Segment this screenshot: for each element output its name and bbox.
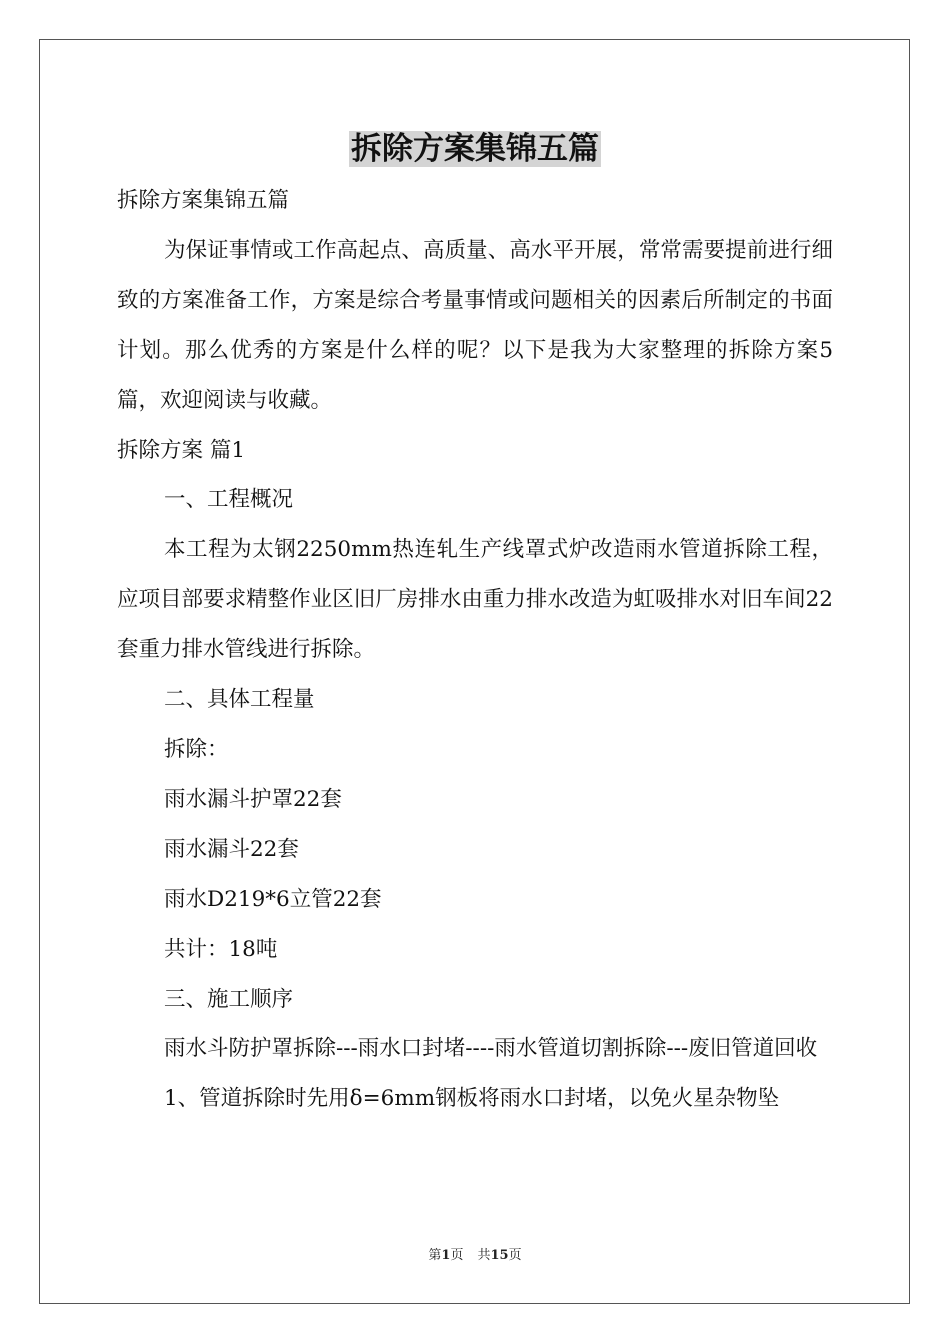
quantity-item: 拆除： [164,736,229,762]
page-number: 1 [441,1248,451,1263]
quantity-item: 雨水漏斗护罩22套 [164,786,342,812]
quantity-item: 雨水漏斗22套 [164,836,299,862]
intro-paragraph: 为保证事情或工作高起点、高质量、高水平开展，常常需要提前进行细致的方案准备工作，方案是综合考量事情或问题相关的因素后所制定的书面计划。那么优秀的方案是什么样的呢？以下是我为大家整理的拆除方案5篇，欢迎阅读与收藏。 [117,237,833,413]
document-body [117,176,833,1124]
heading-quantities: 二、具体工程量 [164,687,315,713]
page-prefix: 第 [428,1248,442,1263]
step-paragraph: 1、管道拆除时先用δ=6mm钢板将雨水口封堵，以免火星杂物坠 [164,1086,780,1112]
overview-paragraph: 本工程为太钢2250mm热连轧生产线罩式炉改造雨水管道拆除工程，应项目部要求精整作业区旧厂房排水由重力排水改造为虹吸排水对旧车间22套重力排水管线进行拆除。 [117,537,833,663]
quantity-item: 雨水D219*6立管22套 [164,886,382,912]
heading-overview: 一、工程概况 [164,487,294,513]
section-heading: 拆除方案 篇1 [117,437,246,463]
document-title [0,127,950,171]
total-prefix: 共 [477,1248,491,1263]
page-footer [0,1247,950,1265]
sequence-paragraph: 雨水斗防护罩拆除---雨水口封堵----雨水管道切割拆除---废旧管道回收 [164,1036,818,1062]
document-subtitle: 拆除方案集锦五篇 [117,188,290,213]
total-suffix: 页 [508,1248,522,1263]
total-pages: 15 [490,1248,509,1263]
heading-sequence: 三、施工顺序 [164,986,294,1012]
quantity-total: 共计：18吨 [164,936,278,962]
document-title-text: 拆除方案集锦五篇 [351,131,599,167]
page-suffix: 页 [450,1248,464,1263]
